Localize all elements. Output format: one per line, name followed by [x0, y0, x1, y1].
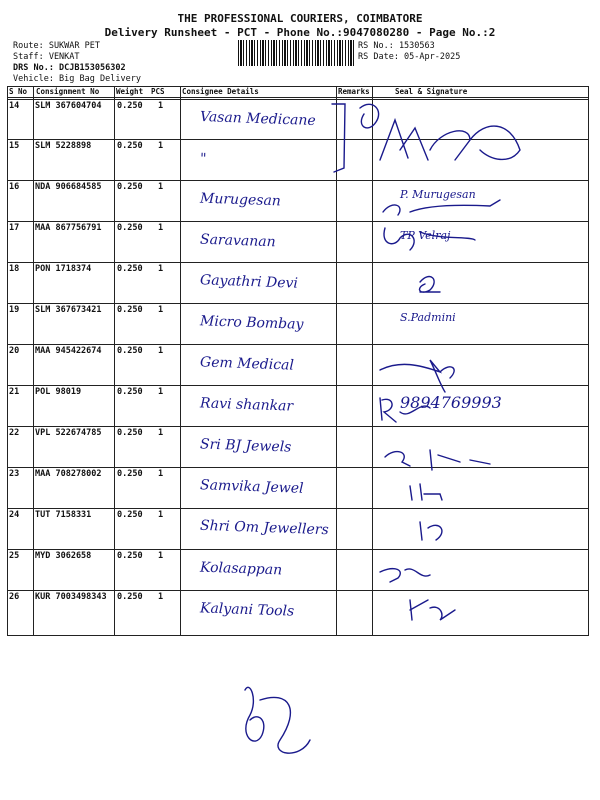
col-header-remarks: Remarks	[338, 87, 370, 96]
row-consignee-handwritten: Sri BJ Jewels	[199, 436, 292, 456]
row-sno: 17	[9, 223, 20, 233]
col-header-consignee: Consignee Details	[182, 87, 259, 96]
row-sno: 19	[9, 305, 20, 315]
row-pcs: 1	[158, 469, 164, 479]
row-sno: 22	[9, 428, 20, 438]
row-pcs: 1	[158, 592, 164, 602]
row-consignee-handwritten: "	[199, 150, 207, 168]
row-divider	[7, 303, 589, 304]
row-pcs: 1	[158, 510, 164, 520]
row-weight: 0.250	[117, 305, 143, 315]
row-consignment-no: POL 98019	[35, 387, 82, 397]
row-weight: 0.250	[117, 223, 143, 233]
rs-number: RS No.: 1530563	[358, 41, 435, 51]
row-sno: 15	[9, 141, 20, 151]
rs-date: RS Date: 05-Apr-2025	[358, 52, 461, 62]
row-pcs: 1	[158, 264, 164, 274]
row-sno: 16	[9, 182, 20, 192]
col-header-signature: Seal & Signature	[395, 87, 468, 96]
row-pcs: 1	[158, 387, 164, 397]
row-divider	[7, 221, 589, 222]
row-sno: 26	[9, 592, 20, 602]
row-divider	[7, 426, 589, 427]
row-consignment-no: MAA 867756791	[35, 223, 102, 233]
row-divider	[7, 385, 589, 386]
row-consignment-no: PON 1718374	[35, 264, 92, 274]
row-consignee-handwritten: Ravi shankar	[199, 395, 294, 415]
row-weight: 0.250	[117, 182, 143, 192]
row-consignment-no: MYD 3062658	[35, 551, 92, 561]
row-divider	[7, 549, 589, 550]
row-weight: 0.250	[117, 469, 143, 479]
row-weight: 0.250	[117, 141, 143, 151]
row-signature: 9894769993	[400, 393, 502, 412]
row-pcs: 1	[158, 182, 164, 192]
row-consignment-no: NDA 906684585	[35, 182, 102, 192]
col-divider	[336, 86, 337, 636]
row-pcs: 1	[158, 101, 164, 111]
row-weight: 0.250	[117, 551, 143, 561]
row-pcs: 1	[158, 223, 164, 233]
col-divider	[114, 86, 115, 636]
drs-label: DRS No.: DCJB153056302	[13, 63, 126, 73]
row-signature: S.Padmini	[400, 311, 456, 324]
company-title: THE PROFESSIONAL COURIERS, COIMBATORE	[177, 12, 423, 25]
col-header-weight: Weight	[116, 87, 144, 96]
row-sno: 24	[9, 510, 20, 520]
row-sno: 14	[9, 101, 20, 111]
row-divider	[7, 344, 589, 345]
col-header-pcs: PCS	[151, 87, 165, 96]
col-divider	[180, 86, 181, 636]
row-signature: P. Murugesan	[400, 188, 476, 201]
col-header-consignment: Consignment No	[36, 87, 100, 96]
runsheet-title: Delivery Runsheet - PCT - Phone No.:9047080280 - Page No.:2	[104, 26, 496, 39]
row-sno: 20	[9, 346, 20, 356]
row-weight: 0.250	[117, 101, 143, 111]
row-consignee-handwritten: Murugesan	[199, 190, 282, 210]
row-consignee-handwritten: Gayathri Devi	[199, 272, 299, 292]
row-weight: 0.250	[117, 592, 143, 602]
row-weight: 0.250	[117, 510, 143, 520]
col-divider	[33, 86, 34, 636]
row-weight: 0.250	[117, 387, 143, 397]
row-consignee-handwritten: Micro Bombay	[199, 313, 304, 333]
row-consignee-handwritten: Vasan Medicane	[199, 108, 316, 130]
row-consignment-no: SLM 5228898	[35, 141, 92, 151]
barcode	[238, 40, 355, 66]
col-divider	[372, 86, 373, 636]
col-header-sno: S No	[9, 87, 28, 96]
row-consignment-no: SLM 367604704	[35, 101, 102, 111]
row-divider	[7, 508, 589, 509]
row-pcs: 1	[158, 141, 164, 151]
row-consignee-handwritten: Samvika Jewel	[199, 477, 304, 497]
row-sno: 21	[9, 387, 20, 397]
row-consignee-handwritten: Kalyani Tools	[199, 600, 295, 620]
row-consignment-no: MAA 708278002	[35, 469, 102, 479]
row-weight: 0.250	[117, 428, 143, 438]
row-pcs: 1	[158, 551, 164, 561]
row-consignment-no: KUR 7003498343	[35, 592, 107, 602]
row-weight: 0.250	[117, 264, 143, 274]
row-consignee-handwritten: Kolasappan	[199, 559, 283, 579]
row-sno: 23	[9, 469, 20, 479]
row-consignment-no: TUT 7158331	[35, 510, 92, 520]
route-label: Route: SUKWAR PET	[13, 41, 100, 51]
row-consignee-handwritten: Shri Om Jewellers	[199, 517, 329, 539]
row-consignment-no: SLM 367673421	[35, 305, 102, 315]
row-consignment-no: VPL 522674785	[35, 428, 102, 438]
header-divider	[7, 97, 589, 98]
row-divider	[7, 139, 589, 140]
row-signature: TP Velraj	[400, 229, 451, 242]
row-divider	[7, 99, 589, 100]
row-divider	[7, 262, 589, 263]
row-consignee-handwritten: Saravanan	[199, 231, 276, 251]
row-weight: 0.250	[117, 346, 143, 356]
row-pcs: 1	[158, 346, 164, 356]
row-divider	[7, 467, 589, 468]
runsheet-table	[7, 86, 589, 636]
vehicle-label: Vehicle: Big Bag Delivery	[13, 74, 141, 84]
row-divider	[7, 180, 589, 181]
row-pcs: 1	[158, 305, 164, 315]
row-consignee-handwritten: Gem Medical	[199, 354, 295, 374]
row-consignment-no: MAA 945422674	[35, 346, 102, 356]
row-pcs: 1	[158, 428, 164, 438]
row-divider	[7, 590, 589, 591]
row-sno: 18	[9, 264, 20, 274]
row-sno: 25	[9, 551, 20, 561]
staff-label: Staff: VENKAT	[13, 52, 80, 62]
